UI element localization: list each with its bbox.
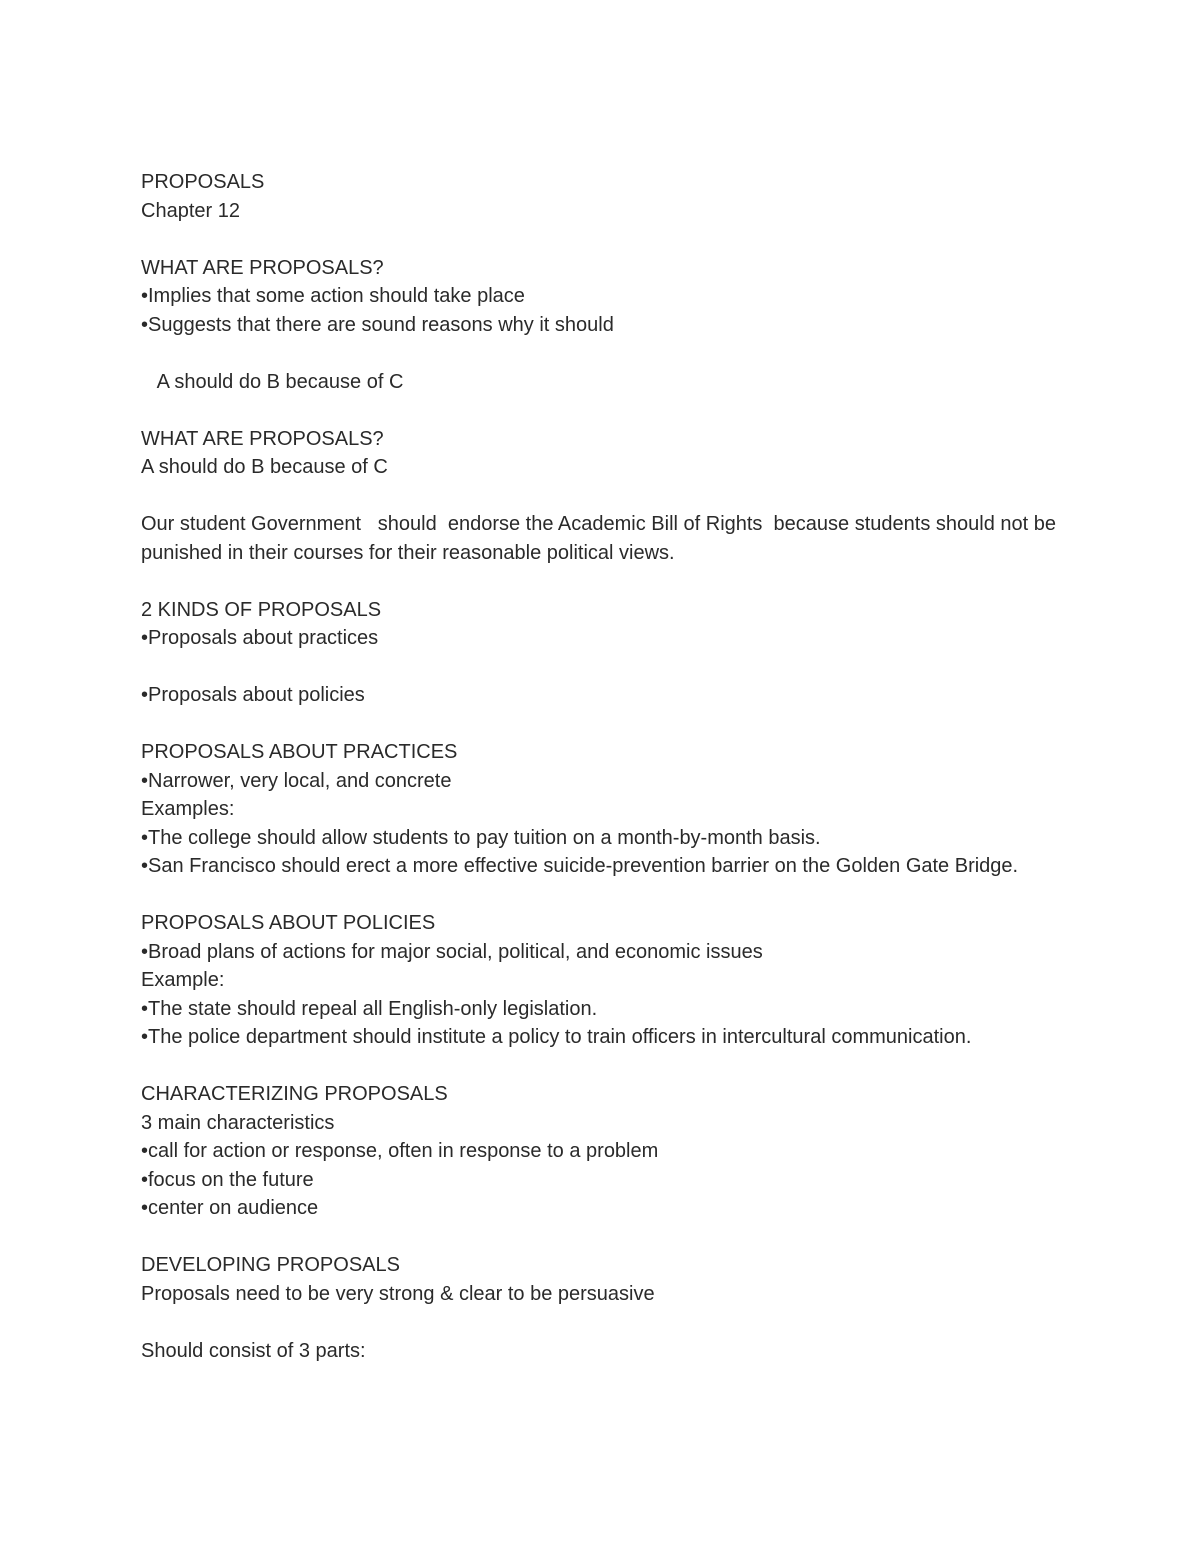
bullet-item: •Proposals about practices	[141, 627, 379, 649]
section-heading: PROPOSALS ABOUT PRACTICES	[141, 741, 458, 763]
bullet-item: •Suggests that there are sound reasons why it should	[141, 313, 614, 336]
spacer	[141, 225, 1061, 254]
spacer	[141, 1223, 1061, 1252]
spacer	[141, 881, 1061, 910]
example-item: •The college should allow students to pay tuition on a month-by-month basis.	[141, 826, 821, 849]
spacer	[141, 567, 1061, 596]
bullet-item: •Implies that some action should take place	[141, 285, 525, 307]
spacer	[141, 482, 1061, 511]
example-item: •The police department should institute a policy to train officers in intercultural communication.	[141, 1026, 972, 1048]
spacer	[141, 396, 1061, 425]
bullet-item: •call for action or response, often in response to a problem	[141, 1140, 659, 1162]
body-text: Proposals need to be very strong & clear to be persuasive	[141, 1282, 655, 1305]
example-item: •San Francisco should erect a more effective suicide-prevention barrier on the Golden Gate Bridge.	[141, 855, 1019, 877]
example-item: •The state should repeal all English-only legislation.	[141, 997, 598, 1020]
spacer	[141, 653, 1061, 682]
section-heading: DEVELOPING PROPOSALS	[141, 1254, 400, 1276]
section-heading: WHAT ARE PROPOSALS?	[141, 427, 384, 450]
examples-label: Examples:	[141, 798, 235, 820]
document-title: PROPOSALS	[141, 171, 265, 193]
section-heading: WHAT ARE PROPOSALS?	[141, 256, 384, 279]
bullet-item: •Broad plans of actions for major social, political, and economic issues	[141, 940, 763, 963]
spacer	[141, 339, 1061, 368]
bullet-item: •center on audience	[141, 1197, 319, 1219]
document-subtitle: Chapter 12	[141, 199, 240, 222]
examples-label: Example:	[141, 969, 225, 991]
section-heading: PROPOSALS ABOUT POLICIES	[141, 912, 436, 934]
spacer	[141, 710, 1061, 739]
bullet-item: •Proposals about policies	[141, 684, 365, 706]
section-heading: 2 KINDS OF PROPOSALS	[141, 598, 382, 621]
spacer	[141, 1308, 1061, 1337]
bullet-item: •focus on the future	[141, 1168, 314, 1191]
document-body	[141, 168, 1061, 1365]
body-text: Should consist of 3 parts:	[141, 1339, 366, 1362]
bullet-item: •Narrower, very local, and concrete	[141, 769, 452, 792]
intro-text: 3 main characteristics	[141, 1111, 335, 1134]
formula-text: A should do B because of C	[141, 370, 404, 393]
example-paragraph: Our student Government should endorse the Academic Bill of Rights because students should not be punished in their courses for their reasonable political views.	[141, 513, 1062, 564]
formula-text: A should do B because of C	[141, 456, 388, 478]
spacer	[141, 1052, 1061, 1081]
section-heading: CHARACTERIZING PROPOSALS	[141, 1083, 448, 1105]
